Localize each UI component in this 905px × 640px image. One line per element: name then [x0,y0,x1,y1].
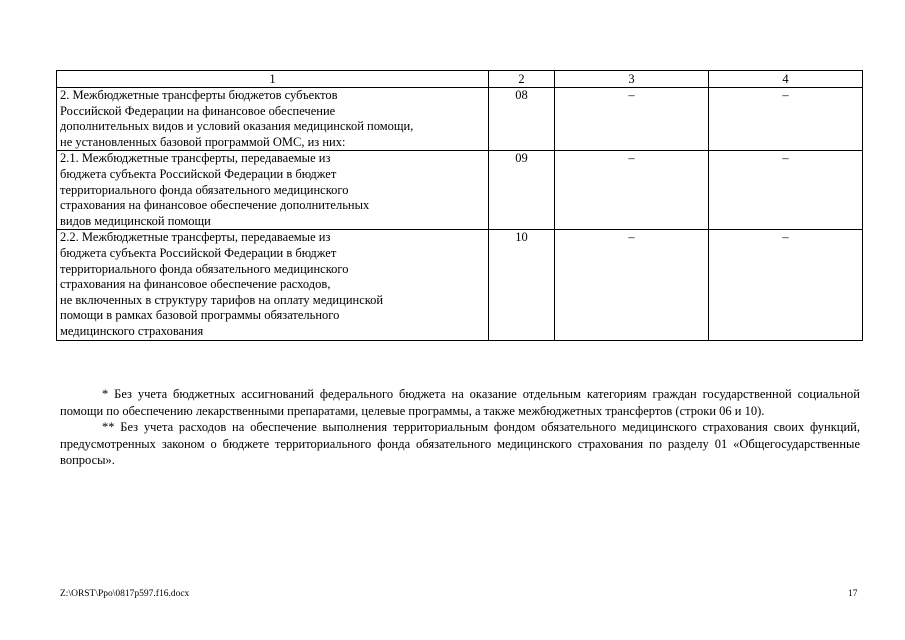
row-name-line: территориального фонда обязательного медицинского [60,182,349,197]
row-name-line: 2.2. Межбюджетные трансферты, передаваемые из [60,230,331,245]
row-col4-cell: – [709,88,863,151]
row-code-cell: 08 [489,88,555,151]
row-name-line: 2. Межбюджетные трансферты бюджетов субъектов [60,88,338,102]
row-name-line: не включенных в структуру тарифов на оплату медицинской [60,292,384,307]
row-col3-cell: – [555,88,709,151]
row-name-line: страхования на финансовое обеспечение дополнительных [60,198,370,213]
row-name-line: бюджета субъекта Российской Федерации в бюджет [60,245,337,260]
row-col3-cell: – [555,230,709,340]
row-col4-cell: – [709,151,863,230]
row-name-line: дополнительных видов и условий оказания медицинской помощи, [60,119,414,134]
table-row [57,88,863,151]
footnotes [60,386,860,469]
header-col-4: 4 [709,71,863,88]
row-name-line: медицинского страхования [60,323,204,338]
row-name-line: Российской Федерации на финансовое обеспечение [60,103,336,118]
table-header-row [57,71,863,88]
row-name-line: помощи в рамках базовой программы обязательного [60,308,340,323]
footer-page-number: 17 [848,589,858,599]
budget-table [56,70,863,341]
row-name-cell [57,151,489,230]
header-col-1: 1 [57,71,489,88]
row-col3-cell: – [555,151,709,230]
table-row [57,230,863,340]
footnote-2: ** Без учета расходов на обеспечение выполнения территориальным фондом обязательного медицинского страхования своих функций, предусмотренных законом о бюджете территориального фонда обязательного медицинского страхования по разделу 01 «Общегосударственные вопросы». [60,420,860,467]
row-code-cell: 10 [489,230,555,340]
footnote-1: * Без учета бюджетных ассигнований федерального бюджета на оказание отдельным категориям граждан государственной социальной помощи по обеспечению лекарственными препаратами, целевые программы, а также межбюджетных трансфертов (строки 06 и 10). [60,387,860,418]
row-name-line: территориального фонда обязательного медицинского [60,261,349,276]
row-name-line: 2.1. Межбюджетные трансферты, передаваемые из [60,151,331,166]
footer-file-path: Z:\ORST\Ppo\0817p597.f16.docx [60,589,190,599]
header-col-3: 3 [555,71,709,88]
header-col-2: 2 [489,71,555,88]
row-name-line: страхования на финансовое обеспечение расходов, [60,277,331,292]
row-name-cell [57,88,489,151]
row-name-cell [57,230,489,340]
row-col4-cell: – [709,230,863,340]
row-name-line: видов медицинской помощи [60,213,211,228]
table-row [57,151,863,230]
row-code-cell: 09 [489,151,555,230]
row-name-line: бюджета субъекта Российской Федерации в бюджет [60,166,337,181]
row-name-line: не установленных базовой программой ОМС, из них: [60,134,346,149]
